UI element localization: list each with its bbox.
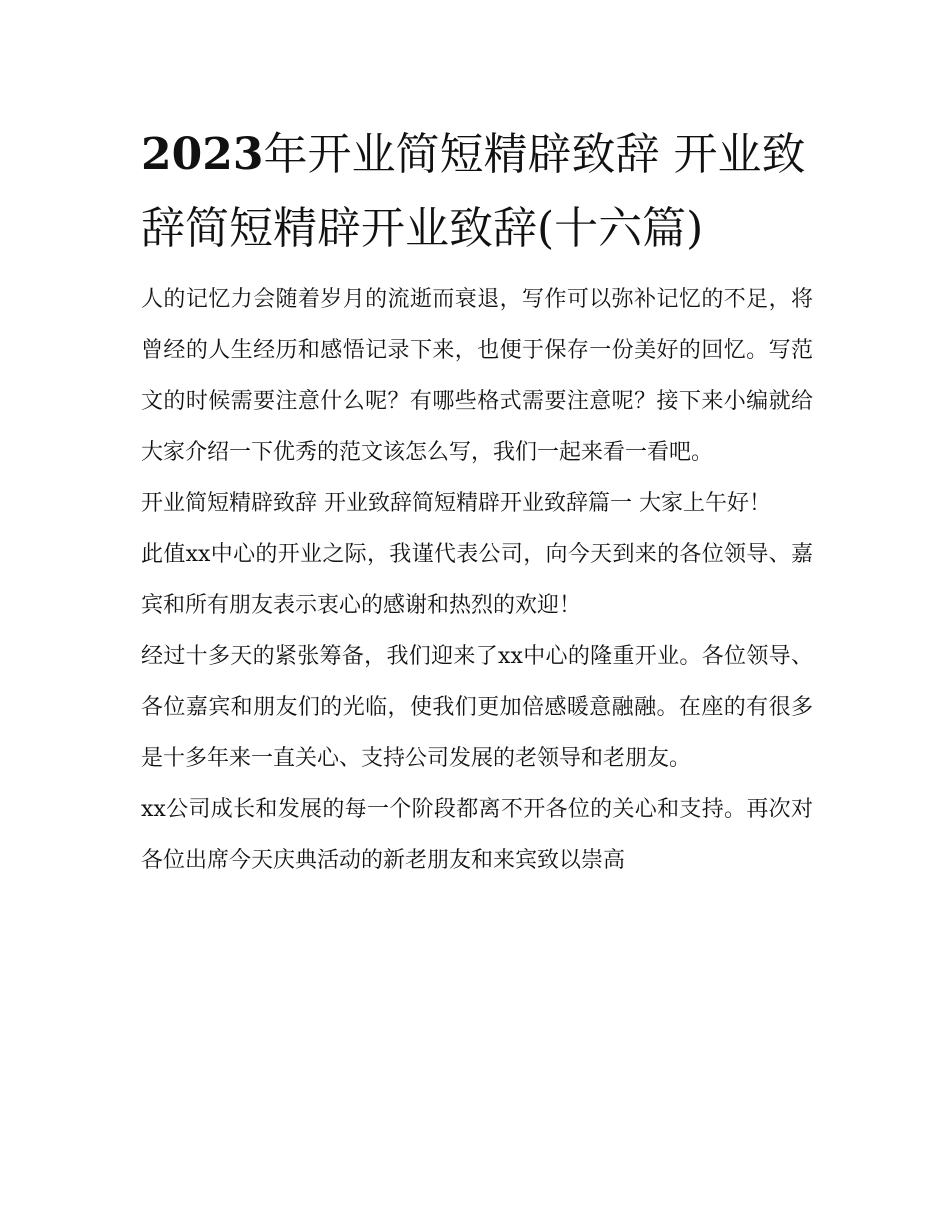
document-title (141, 118, 813, 266)
paragraph-intro: 人的记忆力会随着岁月的流逝而衰退，写作可以弥补记忆的不足，将曾经的人生经历和感悟记录下来，也便于保存一份美好的回忆。写范文的时候需要注意什么呢？有哪些格式需要注意呢？接下来小编就给大家介绍一下优秀的范文该怎么写，我们一起来看一看吧。 (141, 287, 813, 465)
document-title-text: 年开业简短精辟致辞 开业致辞简短精辟开业致辞(十六篇) (141, 129, 806, 254)
document-title-year: 2023 (141, 129, 264, 180)
paragraph-opening: 经过十多天的紧张筹备，我们迎来了xx中心的隆重开业。各位领导、各位嘉宾和朋友们的光临，使我们更加倍感暖意融融。在座的有很多是十多年来一直关心、支持公司发展的老领导和老朋友。 (141, 644, 813, 771)
document-content (141, 118, 813, 886)
paragraph-section-heading: 开业简短精辟致辞 开业致辞简短精辟开业致辞篇一 大家上午好！ (141, 491, 771, 516)
paragraph-welcome: 此值xx中心的开业之际，我谨代表公司，向今天到来的各位领导、嘉宾和所有朋友表示衷心的感谢和热烈的欢迎！ (141, 542, 813, 618)
paragraph-thanks: xx公司成长和发展的每一个阶段都离不开各位的关心和支持。再次对各位出席今天庆典活动的新老朋友和来宾致以崇高 (141, 797, 813, 873)
